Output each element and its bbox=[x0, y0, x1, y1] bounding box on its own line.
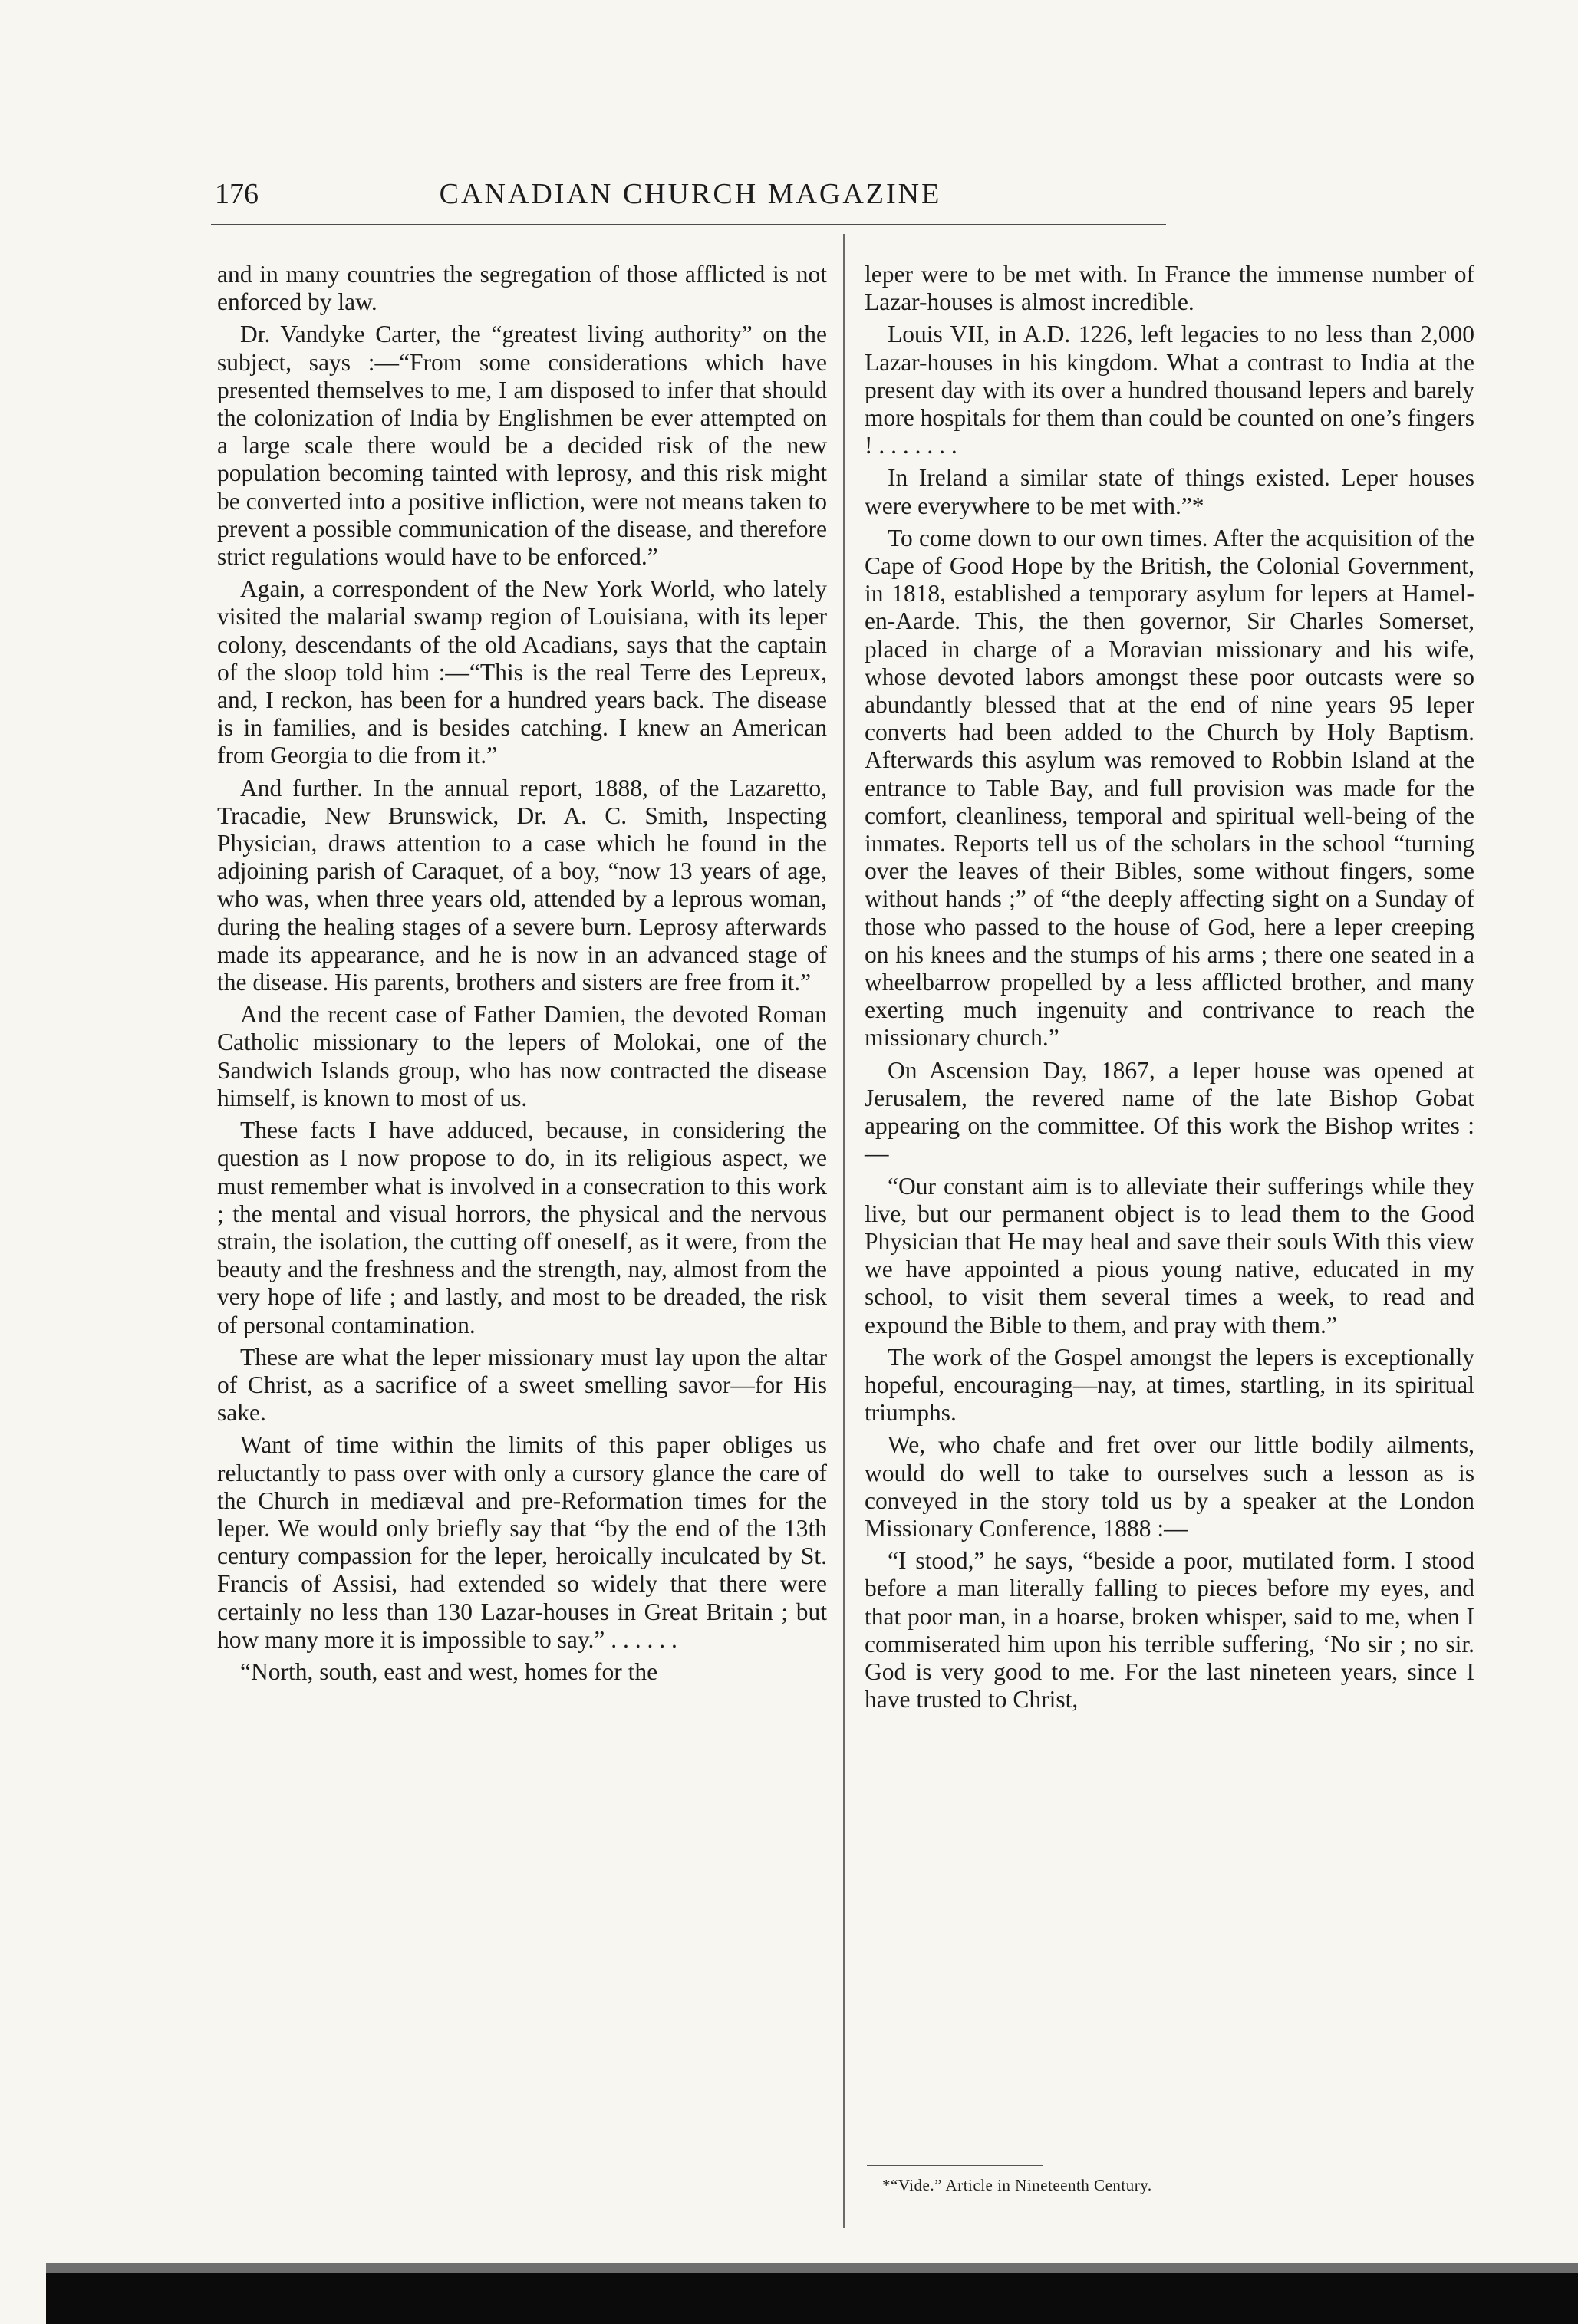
scan-edge-highlight bbox=[46, 2263, 1578, 2273]
left-column bbox=[217, 261, 827, 1690]
running-title: CANADIAN CHURCH MAGAZINE bbox=[439, 178, 942, 210]
paragraph: In Ireland a similar state of things existed. Leper houses were everywhere to be met with.”* bbox=[865, 464, 1474, 519]
paragraph: Dr. Vandyke Carter, the “greatest living authority” on the subject, says :—“From some considerations which have presented themselves to me, I am disposed to infer that should the colonization of India by Englishmen be ever attempted on a large scale there would be a decided risk of the new population becoming tainted with leprosy, and this risk might be converted into a positive infliction, were not means taken to prevent a possible communication of the disease, and therefore strict regulations would have to be enforced.” bbox=[217, 321, 827, 571]
paragraph: “North, south, east and west, homes for the bbox=[240, 1657, 658, 1685]
paragraph: These facts I have adduced, because, in considering the question as I now propose to do, in its religious aspect, we must remember what is involved in a consecration to this work ; the mental and visual horrors, the physical and the nervous strain, the isolation, the cutting off oneself, as it were, from the beauty and the freshness and the strength, nay, almost from the very hope of life ; and lastly, and most to be dreaded, the risk of personal contamination. bbox=[217, 1117, 827, 1338]
paragraph: Want of time within the limits of this paper obliges us reluctantly to pass over with only a cursory glance the care of the Church in mediæval and pre-Reformation times for the leper. We would only briefly say that “by the end of the 13th century compassion for the leper, heroically inculcated by St. Francis of Assisi, had extended so widely that there were certainly no less than 130 Lazar-houses in Great Britain ; but how many more it is impossible to say.” . . . . . . bbox=[217, 1431, 827, 1653]
paragraph: Louis VII, in A.D. 1226, left legacies to no less than 2,000 Lazar-houses in his kingdom. What a contrast to India at the present day with its over a hundred thousand lepers and barely more hospitals for them than could be counted on one’s fingers ! . . . . . . . bbox=[865, 321, 1474, 459]
paragraph: “I stood,” he says, “beside a poor, mutilated form. I stood before a man literally falling to pieces before my eyes, and that poor man, in a hoarse, broken whisper, said to me, when I commiserated him upon his terrible suffering, ‘No sir ; no sir. God is very good to me. For the last nineteen years, since I have trusted to Christ, bbox=[865, 1547, 1474, 1713]
paragraph: leper were to be met with. In France the immense number of Lazar-houses is almost incredible. bbox=[865, 261, 1474, 316]
page-header bbox=[215, 175, 1166, 213]
paragraph: These are what the leper missionary must lay upon the altar of Christ, as a sacrifice of a sweet smelling savor—for His sake. bbox=[217, 1343, 827, 1427]
footnote-rule bbox=[867, 2165, 1043, 2166]
header-rule bbox=[211, 224, 1166, 225]
paragraph: Again, a correspondent of the New York World, who lately visited the malarial swamp region of Louisiana, with its leper colony, descendants of the old Acadians, says that the captain of the sloop told him :—“This is the real Terre des Lepreux, and, I reckon, has been for a hundred years back. The disease is in families, and is besides catching. I knew an American from Georgia to die from it.” bbox=[217, 575, 827, 769]
page-number: 176 bbox=[215, 178, 259, 210]
paragraph: and in many countries the segregation of those afflicted is not enforced by law. bbox=[217, 261, 827, 316]
paragraph: To come down to our own times. After the acquisition of the Cape of Good Hope by the British, the Colonial Government, in 1818, established a temporary asylum for lepers at Hamel-en-Aarde. This, the then governor, Sir Charles Somerset, placed in charge of a Moravian missionary and his wife, whose devoted labors amongst these poor outcasts were so abundantly blessed that at the end of nine years 95 leper converts had been added to the Church by Holy Baptism. Afterwards this asylum was removed to Robbin Island at the entrance to Table Bay, and full provision was made for the comfort, cleanliness, temporal and spiritual well-being of the inmates. Reports tell us of the scholars in the school “turning over the leaves of their Bibles, some without fingers, some without hands ;” of “the deeply affecting sight on a Sunday of those who passed to the house of God, here a leper creeping on his knees and the stumps of his arms ; there one seated in a wheelbarrow propelled by a less afflicted brother, and many exerting much ingenuity and contrivance to reach the missionary church.” bbox=[865, 524, 1474, 1052]
paragraph: The work of the Gospel amongst the lepers is exceptionally hopeful, encouraging—nay, at times, startling, in its spiritual triumphs. bbox=[865, 1343, 1474, 1427]
right-column bbox=[865, 261, 1474, 1718]
footnote: *“Vide.” Article in Nineteenth Century. bbox=[882, 2176, 1152, 2194]
paragraph: And the recent case of Father Damien, the devoted Roman Catholic missionary to the lepers of Molokai, one of the Sandwich Islands group, who has now contracted the disease himself, is known to most of us. bbox=[217, 1001, 827, 1111]
paragraph: On Ascension Day, 1867, a leper house was opened at Jerusalem, the revered name of the late Bishop Gobat appearing on the committee. Of this work the Bishop writes :— bbox=[865, 1056, 1474, 1167]
column-divider bbox=[843, 234, 845, 2228]
paragraph: “Our constant aim is to alleviate their sufferings while they live, but our permanent object is to lead them to the Good Physician that He may heal and save their souls With this view we have appointed a pious young native, educated in my school, to visit them several times a week, to read and expound the Bible to them, and pray with them.” bbox=[865, 1172, 1474, 1338]
paragraph: We, who chafe and fret over our little bodily ailments, would do well to take to ourselves such a lesson as is conveyed in the story told us by a speaker at the London Missionary Conference, 1888 :— bbox=[865, 1431, 1474, 1542]
paragraph: And further. In the annual report, 1888, of the Lazaretto, Tracadie, New Brunswick, Dr. A. C. Smith, Inspecting Physician, draws attention to a case which he found in the adjoining parish of Caraquet, of a boy, “now 13 years of age, who was, when three years old, attended by a leprous woman, during the healing stages of a severe burn. Leprosy afterwards made its appearance, and he is now in an advanced stage of the disease. His parents, brothers and sisters are free from it.” bbox=[217, 774, 827, 996]
